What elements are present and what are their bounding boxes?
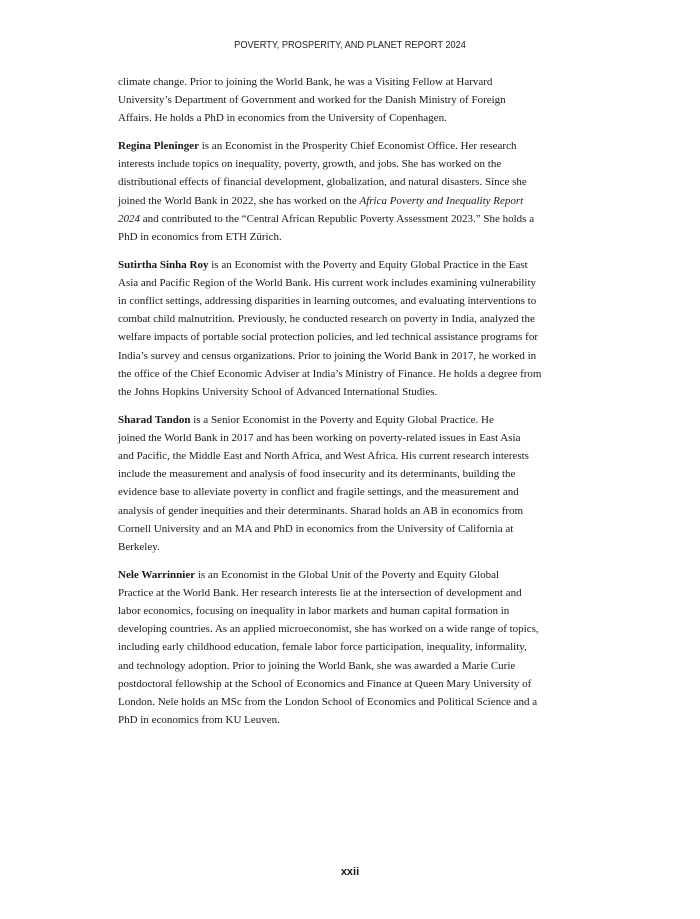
text-segment: is an Economist in the Global Unit of the Poverty and Equity Global (195, 568, 500, 581)
text-segment: in conflict settings, addressing disparities in learning outcomes, and evaluating interventions to (118, 295, 537, 308)
biography-body (118, 73, 588, 739)
report-title: Africa Poverty and Inequality Report (359, 194, 524, 207)
text-segment: Affairs. He holds a PhD in economics from the University of Copenhagen. (118, 112, 447, 125)
text-segment: the office of the Chief Economic Adviser at India’s Ministry of Finance. He holds a degree from (118, 367, 542, 380)
text-line (118, 483, 588, 501)
text-line (118, 91, 588, 109)
text-segment: joined the World Bank in 2022, she has worked on the (118, 194, 360, 207)
text-line (118, 347, 588, 365)
text-line (118, 109, 588, 127)
page-number: xxii (340, 866, 360, 878)
text-line (118, 465, 588, 483)
text-segment: interests include topics on inequality, poverty, growth, and jobs. She has worked on the (118, 158, 502, 171)
text-segment: include the measurement and analysis of food insecurity and its determinants, building the (118, 468, 516, 481)
text-line (118, 155, 588, 173)
text-segment: and contributed to the “Central African Republic Poverty Assessment 2023.” She holds a (140, 212, 535, 225)
text-line (118, 538, 588, 556)
text-segment: labor economics, focusing on inequality in labor markets and human capital formation in (118, 605, 510, 618)
text-line (118, 584, 588, 602)
biography-paragraph (118, 137, 588, 246)
text-segment: the Johns Hopkins University School of Advanced International Studies. (118, 386, 438, 398)
text-segment: India’s survey and census organizations. Prior to joining the World Bank in 2017, he worked in (118, 349, 537, 362)
text-line (118, 566, 588, 584)
text-segment: PhD in economics from KU Leuven. (118, 714, 280, 727)
text-segment: joined the World Bank in 2017 and has been working on poverty-related issues in East Asia (118, 431, 521, 444)
text-line (118, 693, 588, 711)
text-line (118, 292, 588, 310)
text-line (118, 173, 588, 191)
text-line (118, 310, 588, 328)
author-name: Nele Warrinnier (118, 568, 196, 581)
text-line (118, 429, 588, 447)
text-segment: welfare impacts of portable social protection policies, and led technical assistance programs for (118, 331, 538, 344)
text-segment: and technology adoption. Prior to joining the World Bank, she was awarded a Marie Curie (118, 659, 516, 672)
text-segment: Practice at the World Bank. Her research interests lie at the intersection of development and (118, 586, 522, 599)
text-line (118, 602, 588, 620)
report-title: 2024 (118, 212, 140, 225)
text-segment: analysis of gender inequities and their determinants. Sharad holds an AB in economics from (118, 504, 524, 517)
text-line (118, 210, 588, 228)
text-line (118, 137, 588, 155)
text-line (118, 383, 588, 401)
text-line (118, 256, 588, 274)
text-segment: distributional effects of financial development, globalization, and natural disasters. Since she (118, 176, 527, 189)
text-line (118, 73, 588, 91)
text-segment: Asia and Pacific Region of the World Bank. His current work includes examining vulnerability (118, 276, 537, 289)
text-line (118, 274, 588, 292)
text-segment: is an Economist with the Poverty and Equity Global Practice in the East (208, 258, 528, 271)
biography-paragraph (118, 73, 588, 128)
biography-paragraph (118, 411, 588, 557)
text-segment: University’s Department of Government and worked for the Danish Ministry of Foreign (118, 94, 506, 107)
running-header: POVERTY, PROSPERITY, AND PLANET REPORT 2024 (234, 40, 466, 51)
text-line (118, 711, 588, 729)
text-segment: and Pacific, the Middle East and North Africa, and West Africa. His current research interests (118, 450, 529, 463)
text-line (118, 520, 588, 538)
text-line (118, 657, 588, 675)
author-name: Sutirtha Sinha Roy (118, 258, 209, 271)
text-segment: PhD in economics from ETH Zürich. (118, 231, 282, 243)
text-segment: Cornell University and an MA and PhD in economics from the University of California at (118, 522, 514, 535)
text-line (118, 328, 588, 346)
text-line (118, 620, 588, 638)
author-name: Sharad Tandon (118, 413, 191, 426)
text-segment: is an Economist in the Prosperity Chief Economist Office. Her research (198, 140, 517, 153)
text-segment: Berkeley. (118, 541, 160, 553)
text-line (118, 502, 588, 520)
text-segment: is a Senior Economist in the Poverty and Equity Global Practice. He (190, 413, 494, 426)
text-line (118, 447, 588, 465)
text-line (118, 365, 588, 383)
biography-paragraph (118, 566, 588, 730)
text-segment: London. Nele holds an MSc from the London School of Economics and Political Science and a (118, 696, 538, 708)
author-name: Regina Pleninger (118, 140, 199, 153)
text-line (118, 638, 588, 656)
text-segment: including early childhood education, female labor force participation, inequality, informality, (118, 641, 527, 654)
text-line (118, 228, 588, 246)
text-segment: evidence base to alleviate poverty in conflict and fragile settings, and the measurement and (118, 486, 519, 499)
text-segment: developing countries. As an applied microeconomist, she has worked on a wide range of topics, (118, 623, 539, 636)
text-segment: postdoctoral fellowship at the School of Economics and Finance at Queen Mary University of (118, 677, 532, 690)
text-segment: climate change. Prior to joining the World Bank, he was a Visiting Fellow at Harvard (118, 76, 493, 88)
text-segment: combat child malnutrition. Previously, he conducted research on poverty in India, analyzed the (118, 313, 535, 326)
text-line (118, 411, 588, 429)
text-line (118, 675, 588, 693)
text-line (118, 192, 588, 210)
biography-paragraph (118, 256, 588, 402)
